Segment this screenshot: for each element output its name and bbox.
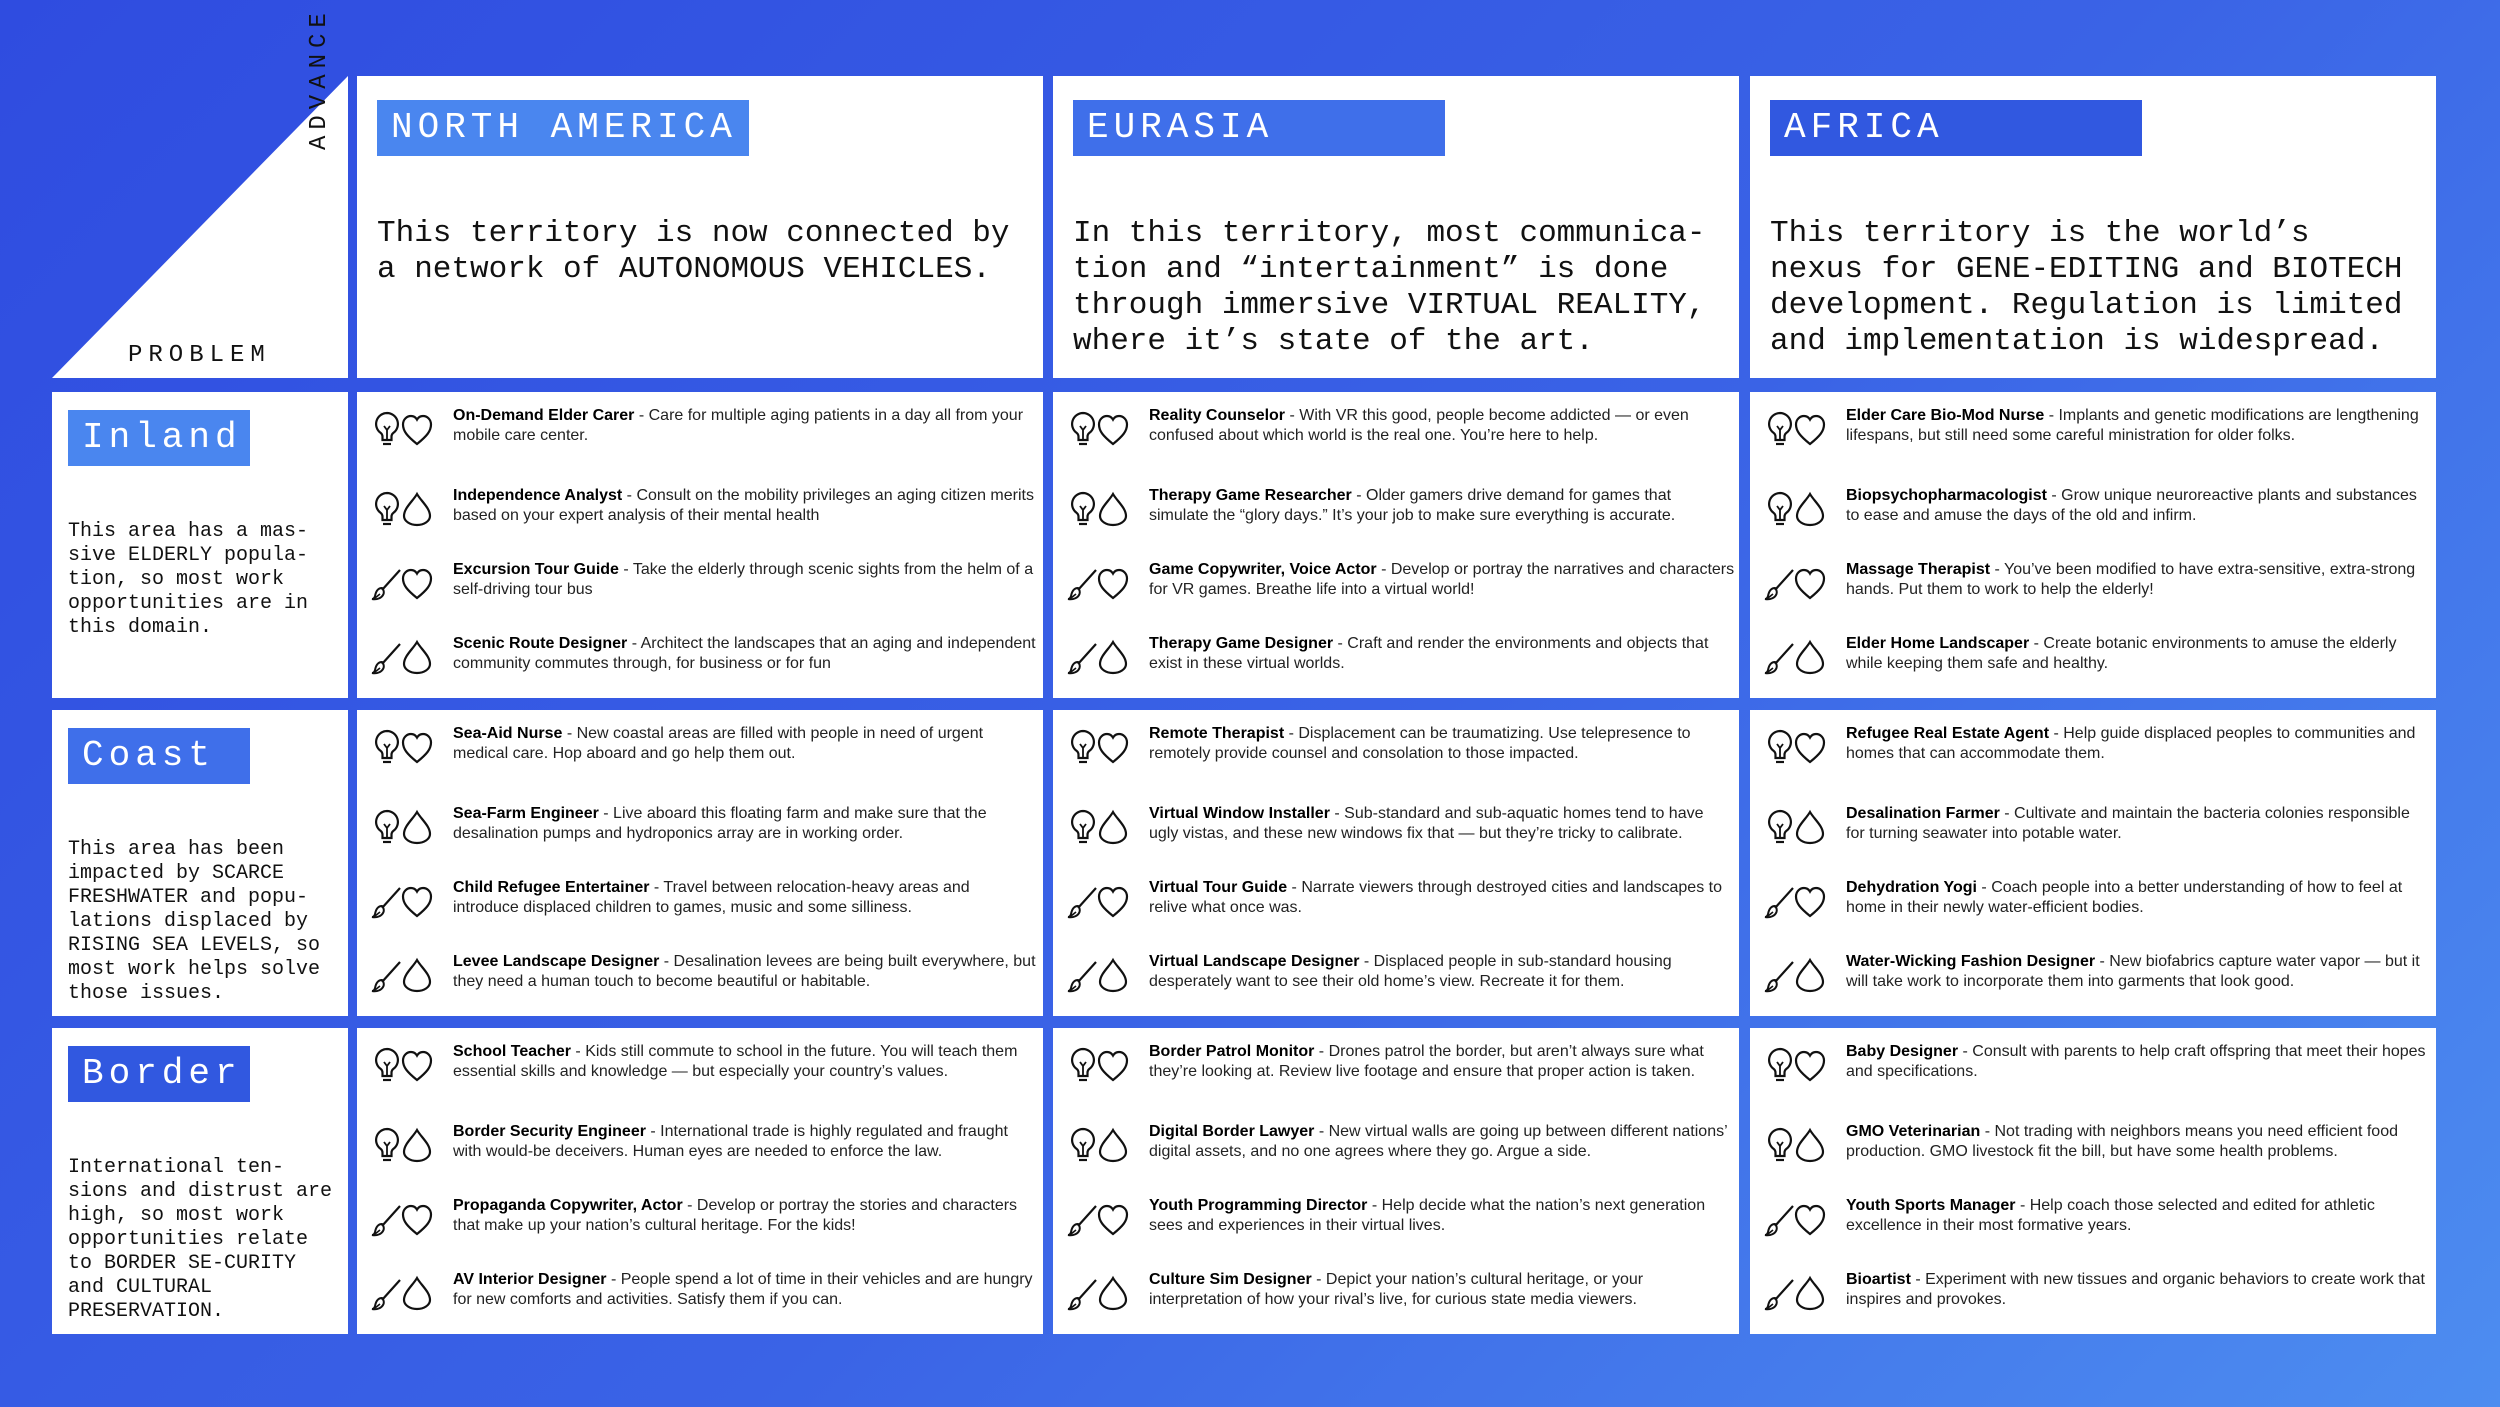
job-description: - Help guide displaced peoples to communities and homes that can accommodate them.	[1846, 725, 2416, 762]
job-description: - Depict your nation’s cultural heritage, or your interpretation of how your rival’s live, for curious state media viewers.	[1149, 1271, 1644, 1308]
job-title: Independence Analyst	[453, 487, 623, 504]
job-item	[371, 406, 1039, 470]
job-title: Propaganda Copywriter, Actor	[453, 1197, 683, 1214]
job-description: - Architect the landscapes that an aging and independent community commutes through, for business or for fun	[453, 635, 1036, 672]
job-icons	[1764, 956, 1830, 996]
job-description: - Consult on the mobility privileges an aging citizen merits based on your expert analysis of their mental health	[453, 487, 1034, 524]
job-title: On-Demand Elder Carer	[453, 407, 635, 424]
job-item	[1067, 486, 1735, 550]
job-description: - Travel between relocation-heavy areas and introduce displaced children to games, music and some silliness.	[453, 879, 970, 916]
job-text	[1846, 804, 2432, 844]
job-description: - Live aboard this floating farm and make sure that the desalination pumps and hydroponics array are in working order.	[453, 805, 987, 842]
row-description: This area has a mas-sive ELDERLY popula-tion, so most work opportunities are in this domain.	[68, 520, 309, 639]
job-title: Border Security Engineer	[453, 1123, 646, 1140]
job-text	[1149, 1196, 1735, 1236]
region-title: EURASIA	[1073, 100, 1445, 156]
job-description: - Displaced people in sub-standard housing desperately want to see their old home’s view. Recreate it for them.	[1149, 953, 1672, 990]
job-icons	[371, 1126, 437, 1166]
job-title: Child Refugee Entertainer	[453, 879, 650, 896]
job-description: - Grow unique neuroreactive plants and substances to ease and amuse the days of the old and infirm.	[1846, 487, 2417, 524]
job-text	[453, 1196, 1039, 1236]
job-description: - Desalination levees are being built everywhere, but they need a human touch to become beautiful or habitable.	[453, 953, 1036, 990]
job-title: Dehydration Yogi	[1846, 879, 1977, 896]
row-title: Border	[68, 1046, 250, 1102]
job-description: - New biofabrics capture water vapor — but it will take work to incorporate them into garments that look good.	[1846, 953, 2420, 990]
job-cell-coast-africa	[1750, 710, 2436, 1016]
job-icons	[1067, 1126, 1133, 1166]
job-item	[1067, 724, 1735, 788]
job-title: Elder Home Landscaper	[1846, 635, 2030, 652]
job-cell-inland-africa	[1750, 392, 2436, 698]
region-header-north-america	[357, 76, 1043, 378]
job-icons	[1764, 564, 1830, 604]
job-text	[453, 724, 1039, 764]
job-item	[371, 952, 1039, 1016]
job-item	[371, 1122, 1039, 1186]
job-item	[371, 1270, 1039, 1334]
job-cell-inland-eurasia	[1053, 392, 1739, 698]
job-item	[1764, 878, 2432, 942]
job-item	[1764, 1042, 2432, 1106]
job-description: - Implants and genetic modifications are lengthening lifespans, but still need some careful ministration for older folks.	[1846, 407, 2419, 444]
job-text	[1149, 724, 1735, 764]
job-icons	[1764, 1274, 1830, 1314]
job-text	[1846, 486, 2432, 526]
job-cell-border-africa	[1750, 1028, 2436, 1334]
job-item	[1764, 804, 2432, 868]
job-title: Youth Sports Manager	[1846, 1197, 2016, 1214]
job-icons	[371, 882, 437, 922]
job-text	[453, 1042, 1039, 1082]
job-item	[371, 634, 1039, 698]
job-title: Water-Wicking Fashion Designer	[1846, 953, 2096, 970]
job-title: Digital Border Lawyer	[1149, 1123, 1315, 1140]
job-icons	[371, 638, 437, 678]
region-description: This territory is now connected by a network of AUTONOMOUS VEHICLES.	[377, 216, 1010, 287]
job-item	[1764, 952, 2432, 1016]
row-description: This area has been impacted by SCARCE FRESHWATER and popu-lations displaced by RISING SEA LEVELS, so most work helps solve those issues.	[68, 838, 321, 1005]
job-item	[1764, 486, 2432, 550]
job-text	[1149, 634, 1735, 674]
job-icons	[1067, 882, 1133, 922]
job-icons	[371, 1200, 437, 1240]
job-item	[1067, 1196, 1735, 1260]
job-text	[1846, 1042, 2432, 1082]
job-description: - New virtual walls are going up between different nations’ digital assets, and no one agrees where they go. Argue a side.	[1149, 1123, 1728, 1160]
job-icons	[1067, 410, 1133, 450]
job-description: - Not trading with neighbors means you need efficient food production. GMO livestock fit the bill, but have some health problems.	[1846, 1123, 2398, 1160]
job-description: - Kids still commute to school in the future. You will teach them essential skills and knowledge — but especially your country’s values.	[453, 1043, 1018, 1080]
job-icons	[371, 1274, 437, 1314]
advance-axis-label: ADVANCE	[306, 7, 333, 150]
job-title: Therapy Game Researcher	[1149, 487, 1352, 504]
job-title: AV Interior Designer	[453, 1271, 607, 1288]
job-icons	[1764, 1200, 1830, 1240]
job-description: - Sub-standard and sub-aquatic homes tend to have ugly vistas, and these new windows fix that — but they’re tricky to calibrate.	[1149, 805, 1704, 842]
job-text	[1149, 952, 1735, 992]
job-title: Border Patrol Monitor	[1149, 1043, 1315, 1060]
job-text	[1846, 952, 2432, 992]
region-title: NORTH AMERICA	[377, 100, 749, 156]
job-description: - New coastal areas are filled with people in need of urgent medical care. Hop aboard and go help them out.	[453, 725, 984, 762]
job-item	[1067, 1270, 1735, 1334]
job-text	[453, 486, 1039, 526]
job-icons	[1764, 882, 1830, 922]
job-title: Youth Programming Director	[1149, 1197, 1368, 1214]
job-text	[1846, 1270, 2432, 1310]
job-description: - Care for multiple aging patients in a day all from your mobile care center.	[453, 407, 1024, 444]
job-item	[371, 1196, 1039, 1260]
job-title: GMO Veterinarian	[1846, 1123, 1981, 1140]
job-item	[1764, 634, 2432, 698]
job-item	[1067, 804, 1735, 868]
job-icons	[371, 956, 437, 996]
job-description: - Consult with parents to help craft offspring that meet their hopes and specifications.	[1846, 1043, 2426, 1080]
job-title: Sea-Farm Engineer	[453, 805, 599, 822]
job-text	[1846, 560, 2432, 600]
job-text	[453, 634, 1039, 674]
job-text	[1149, 1270, 1735, 1310]
job-item	[1764, 1122, 2432, 1186]
job-title: Culture Sim Designer	[1149, 1271, 1312, 1288]
job-description: - People spend a lot of time in their vehicles and are hungry for new comforts and activities. Satisfy them if you can.	[453, 1271, 1033, 1308]
job-item	[1764, 560, 2432, 624]
job-item	[371, 1042, 1039, 1106]
job-icons	[1067, 808, 1133, 848]
job-text	[1846, 406, 2432, 446]
job-title: Desalination Farmer	[1846, 805, 2000, 822]
job-title: Virtual Window Installer	[1149, 805, 1330, 822]
row-header-inland	[52, 392, 348, 698]
job-item	[1764, 1270, 2432, 1334]
job-item	[1067, 634, 1735, 698]
job-description: - Develop or portray the narratives and characters for VR games. Breathe life into a virtual world!	[1149, 561, 1735, 598]
job-icons	[371, 808, 437, 848]
job-text	[453, 406, 1039, 446]
job-description: - You’ve been modified to have extra-sensitive, extra-strong hands. Put them to work to help the elderly!	[1846, 561, 2416, 598]
row-title: Inland	[68, 410, 250, 466]
job-item	[371, 878, 1039, 942]
job-description: - Help coach those selected and edited for athletic excellence in their most formative years.	[1846, 1197, 2375, 1234]
job-description: - International trade is highly regulated and fraught with would-be deceivers. Human eyes are needed to enforce the law.	[453, 1123, 1008, 1160]
job-title: Bioartist	[1846, 1271, 1911, 1288]
job-title: Biopsychopharmacologist	[1846, 487, 2047, 504]
job-title: Levee Landscape Designer	[453, 953, 660, 970]
job-description: - Help decide what the nation’s next generation sees and experiences in their virtual lives.	[1149, 1197, 1706, 1234]
job-icons	[1764, 1126, 1830, 1166]
job-title: School Teacher	[453, 1043, 571, 1060]
job-icons	[1067, 1046, 1133, 1086]
job-title: Sea-Aid Nurse	[453, 725, 563, 742]
job-description: - With VR this good, people become addicted — or even confused about which world is the real one. You’re here to help.	[1149, 407, 1689, 444]
job-icons	[1067, 1274, 1133, 1314]
job-item	[371, 486, 1039, 550]
problem-axis-label: PROBLEM	[128, 342, 271, 369]
job-description: - Create botanic environments to amuse the elderly while keeping them safe and healthy.	[1846, 635, 2397, 672]
job-text	[1149, 406, 1735, 446]
job-item	[371, 724, 1039, 788]
job-text	[1149, 804, 1735, 844]
job-title: Game Copywriter, Voice Actor	[1149, 561, 1377, 578]
job-text	[1149, 560, 1735, 600]
row-header-border	[52, 1028, 348, 1334]
job-item	[1067, 952, 1735, 1016]
job-text	[1846, 878, 2432, 918]
job-description: - Coach people into a better understanding of how to feel at home in their newly water-efficient bodies.	[1846, 879, 2403, 916]
job-icons	[1067, 1200, 1133, 1240]
job-description: - Develop or portray the stories and characters that make up your nation’s cultural heritage. For the kids!	[453, 1197, 1018, 1234]
job-title: Excursion Tour Guide	[453, 561, 619, 578]
job-title: Massage Therapist	[1846, 561, 1991, 578]
job-text	[1149, 1122, 1735, 1162]
job-title: Remote Therapist	[1149, 725, 1285, 742]
job-text	[453, 1122, 1039, 1162]
row-description: International ten-sions and distrust are high, so most work opportunities relate to BORDER SE-CURITY and CULTURAL PRESERVATION.	[68, 1156, 333, 1323]
job-icons	[371, 1046, 437, 1086]
job-text	[1846, 1196, 2432, 1236]
job-item	[1067, 1122, 1735, 1186]
job-item	[1067, 878, 1735, 942]
job-description: - Craft and render the environments and objects that exist in these virtual worlds.	[1149, 635, 1709, 672]
job-item	[1764, 406, 2432, 470]
job-icons	[1067, 490, 1133, 530]
job-title: Therapy Game Designer	[1149, 635, 1334, 652]
job-cell-border-eurasia	[1053, 1028, 1739, 1334]
job-title: Baby Designer	[1846, 1043, 1959, 1060]
job-text	[1846, 1122, 2432, 1162]
job-item	[1764, 724, 2432, 788]
job-item	[1067, 560, 1735, 624]
job-description: - Displacement can be traumatizing. Use telepresence to remotely provide counsel and consolation to those impacted.	[1149, 725, 1691, 762]
job-icons	[371, 564, 437, 604]
region-header-africa	[1750, 76, 2436, 378]
job-icons	[1067, 728, 1133, 768]
job-text	[453, 560, 1039, 600]
job-icons	[371, 728, 437, 768]
job-item	[1067, 1042, 1735, 1106]
job-cell-coast-eurasia	[1053, 710, 1739, 1016]
job-description: - Take the elderly through scenic sights from the helm of a self-driving tour bus	[453, 561, 1034, 598]
job-icons	[1764, 410, 1830, 450]
job-text	[1846, 724, 2432, 764]
job-icons	[1764, 1046, 1830, 1086]
job-title: Reality Counselor	[1149, 407, 1286, 424]
corner-triangle	[52, 76, 348, 378]
job-text	[453, 1270, 1039, 1310]
job-text	[1846, 634, 2432, 674]
job-item	[1067, 406, 1735, 470]
region-title: AFRICA	[1770, 100, 2142, 156]
row-header-coast	[52, 710, 348, 1016]
job-icons	[1067, 956, 1133, 996]
job-text	[1149, 878, 1735, 918]
job-description: - Older gamers drive demand for games that simulate the “glory days.” It’s your job to make sure everything is accurate.	[1149, 487, 1676, 524]
job-description: - Experiment with new tissues and organic behaviors to create work that inspires and provokes.	[1846, 1271, 2425, 1308]
job-icons	[1764, 728, 1830, 768]
job-title: Refugee Real Estate Agent	[1846, 725, 2050, 742]
job-icons	[1067, 564, 1133, 604]
job-icons	[1067, 638, 1133, 678]
job-title: Scenic Route Designer	[453, 635, 628, 652]
region-description: In this territory, most communica-tion and “intertainment” is done through immersive VIRTUAL REALITY, where it’s state of the art.	[1073, 216, 1706, 359]
job-cell-border-north-america	[357, 1028, 1043, 1334]
region-description: This territory is the world’s nexus for GENE-EDITING and BIOTECH development. Regulation is limited and implementation is widespread.	[1770, 216, 2403, 359]
job-icons	[371, 490, 437, 530]
job-title: Virtual Tour Guide	[1149, 879, 1288, 896]
job-description: - Cultivate and maintain the bacteria colonies responsible for turning seawater into potable water.	[1846, 805, 2410, 842]
job-text	[453, 952, 1039, 992]
row-title: Coast	[68, 728, 250, 784]
job-item	[1764, 1196, 2432, 1260]
job-item	[371, 804, 1039, 868]
job-cell-inland-north-america	[357, 392, 1043, 698]
job-text	[1149, 486, 1735, 526]
job-title: Elder Care Bio-Mod Nurse	[1846, 407, 2045, 424]
job-icons	[1764, 808, 1830, 848]
job-icons	[1764, 638, 1830, 678]
job-description: - Narrate viewers through destroyed cities and landscapes to relive what once was.	[1149, 879, 1722, 916]
job-description: - Drones patrol the border, but aren’t always sure what they’re looking at. Review live footage and ensure that proper action is taken.	[1149, 1043, 1704, 1080]
job-text	[453, 878, 1039, 918]
job-cell-coast-north-america	[357, 710, 1043, 1016]
job-text	[453, 804, 1039, 844]
job-icons	[1764, 490, 1830, 530]
job-text	[1149, 1042, 1735, 1082]
job-title: Virtual Landscape Designer	[1149, 953, 1360, 970]
region-header-eurasia	[1053, 76, 1739, 378]
job-item	[371, 560, 1039, 624]
job-icons	[371, 410, 437, 450]
